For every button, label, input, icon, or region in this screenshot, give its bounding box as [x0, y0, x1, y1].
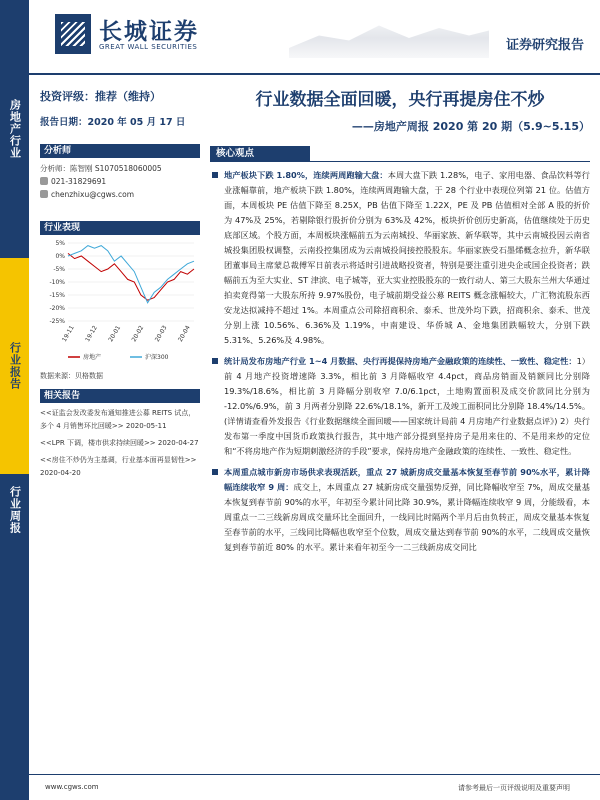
performance-section-head: 行业表现 [40, 221, 200, 235]
paragraph-body: 成交上，本周重点 27 城新房成交量强势反弹，同比降幅收窄至 7%，周成交量基本恢复到春节前 90%的水平，年初至今累计同比降 30.9%，累计降幅连续收窄 9 周，分能级看，本周重点一二三线新房周成交量环比全面回升，一线同比时隔两个半月后由负转正，周成交量基本恢复至春节前的水平，三线同比降幅也收窄至个位数，周成交量达到春节前 90%的水平，二线周成交量恢复到春节前近 80% 的水平。累计来看年初至今一二三线新房成交同比 [224, 482, 590, 552]
paragraph-city-market [210, 465, 590, 555]
paragraph-lead: 地产板块下跌 1.80%，连续两周跑输大盘： [224, 170, 388, 180]
data-source: 数据来源：贝格数据 [40, 372, 103, 380]
legend-label: 沪深300 [145, 354, 169, 361]
y-tick-label: -10% [49, 279, 65, 286]
logo-english-name: GREAT WALL SECURITIES [99, 43, 198, 51]
report-subtitle: ——房地产周报 2020 第 20 期（5.9~5.15） [351, 120, 590, 133]
paragraph-body: 1）前 4 月地产投资增速降 3.3%，相比前 3 月降幅收窄 4.4pct，商品房销面及销额同比分别降 19.3%/18.6%，相比前 3 月降幅分别收窄 7.0/6.1pct，土地购置面积及成交价款同比分别为 -12.0%/6.9%，前 3 月两者分别降 22.6%/18.1%，新开工及竣工面积同比分别降 18.4%/14.5%。(详情请查看外发报告《行业数据继续全面回暖——国家统计局前 4 月房地产行业数据点评》) 2）央行发布第一季度中国货币政策执行报告，其中地产部分提到坚持房子是用来住的、不是用来炒的定位和“不将房地产作为短期刺激经济的手段”要求，保持房地产金融政策的连续性、一致性、稳定性。 [224, 356, 591, 456]
company-logo-icon [55, 14, 91, 54]
paragraph-statistics [210, 354, 590, 459]
series-line [68, 246, 194, 303]
y-tick-label: 5% [55, 240, 65, 247]
paragraph-lead: 统计局发布房地产行业 1~4 月数据、央行再提保持房地产金融政策的连续性、一致性、稳定性： [224, 356, 577, 366]
y-tick-label: -15% [49, 292, 65, 299]
x-tick-label: 19-12 [84, 324, 99, 344]
y-tick-label: -25% [49, 318, 65, 325]
x-tick-label: 20-04 [176, 324, 192, 344]
sidebar-industry-label: 房地产行业 [0, 0, 29, 258]
investment-rating: 投资评级：推荐（维持） [40, 90, 161, 103]
core-views-divider [210, 161, 590, 162]
left-info-column [40, 88, 200, 480]
email-icon [40, 190, 48, 198]
great-wall-watermark [289, 8, 489, 58]
page-footer [29, 774, 600, 800]
document-type: 证券研究报告 [505, 38, 584, 53]
related-report-item[interactable]: <<LPR 下调，楼市供求持续回暖>> 2020-04-27 [40, 439, 199, 447]
legend-label: 房地产 [83, 354, 102, 361]
x-tick-label: 19-11 [60, 324, 76, 344]
x-tick-label: 20-03 [153, 324, 169, 344]
y-tick-label: -20% [49, 305, 65, 312]
analyst-email[interactable]: chenzhixu@cgws.com [51, 190, 135, 199]
sidebar-weekly-label: 行业周报 [0, 474, 29, 800]
y-tick-label: 0% [55, 253, 65, 260]
core-views-head: 核心观点 [210, 146, 310, 161]
analyst-name: 分析师：陈智刚 S1070518060005 [40, 164, 162, 173]
phone-icon [40, 177, 48, 185]
logo-chinese-name: 长城证券 [99, 18, 199, 45]
report-date: 报告日期：2020 年 05 月 17 日 [40, 117, 186, 128]
industry-performance-chart [40, 237, 200, 367]
analyst-phone: 021-31829691 [51, 177, 107, 186]
related-report-item[interactable]: <<房住不炒仍为主基调，行业基本面再显韧性>> 2020-04-20 [40, 456, 197, 477]
y-tick-label: -5% [53, 266, 65, 273]
main-content [210, 88, 590, 555]
paragraph-market-performance [210, 168, 590, 348]
paragraph-body: 本周大盘下跌 1.28%，电子、家用电器、食品饮料等行业涨幅靠前，地产板块下跌 1.80%，连续两周跑输大盘，于 28 个行业中表现位列第 21 位。估值方面，本周板块 PE 估值下降至 8.25X，PB 估值下降至 1.22X，PE 及 PB 估值相对全部 A 股的折价为 47%及 25%，若剔除银行股折价分别为 63%及 42%，板块折价创历史新高，估值继续处于历史底部区域。个股方面，本周板块涨幅前五为云南城投、华丽家族、新华联等，其中云南城投因云南省城投集团股权调整，云南投控集团成为云南城投间接控股股东。华丽家族受石墨烯概念拉升，新华联团董事局主席蒙总裁傅军日前表示将适时引进战略投资者，特别是要注重引进央企或国企投资者；跌幅前五为至大实业、ST 津滨、电子城等，亚大实业控股股东的一致行动人、第三大股东兰州大华通过拍卖竟得第一大股东所持 9.97%股份，电子城前期受益公募 REITS 概念涨幅较大，广汇物流股东西安龙达拟减持不超过 1%。本周重点公司除招商积余、泰禾、世茂外均下跌，招商积余、泰禾、世茂分别上涨 10.56%、6.36%及 1.19%，中南建设、华侨城 A、金地集团跌幅较大，分别下跌 5.31%、5.26%及 4.98%。 [224, 170, 590, 345]
related-reports-list [40, 407, 200, 480]
report-title: 行业数据全面回暖，央行再提房住不炒 [255, 90, 545, 110]
paragraph-lead: 本周重点城市新房市场供求表现活跃，重点 27 城新房成交量基本恢复至春节前 90%水平，累计降幅连续收窄 9 周： [224, 467, 590, 492]
header-divider [29, 73, 600, 75]
performance-chart-svg [40, 237, 200, 367]
related-reports-head: 相关报告 [40, 389, 200, 403]
analyst-section-head: 分析师 [40, 144, 200, 158]
related-report-item[interactable]: <<证监会发改委发布通知推进公募 REITS 试点，多个 4 月销售环比回暖>> 2020-05-11 [40, 409, 196, 430]
analyst-phone-row [40, 175, 200, 188]
analyst-info [40, 162, 200, 201]
series-line [68, 253, 194, 300]
vertical-sidebar [0, 0, 29, 800]
footer-website[interactable]: www.cgws.com [45, 783, 99, 791]
x-tick-label: 20-01 [107, 324, 123, 344]
page-header [29, 0, 600, 75]
x-tick-label: 20-02 [130, 324, 146, 344]
analyst-email-row [40, 188, 200, 201]
footer-disclaimer: 请参考最后一页评级说明及重要声明 [458, 784, 570, 792]
sidebar-report-type-label: 行业报告 [0, 258, 29, 474]
